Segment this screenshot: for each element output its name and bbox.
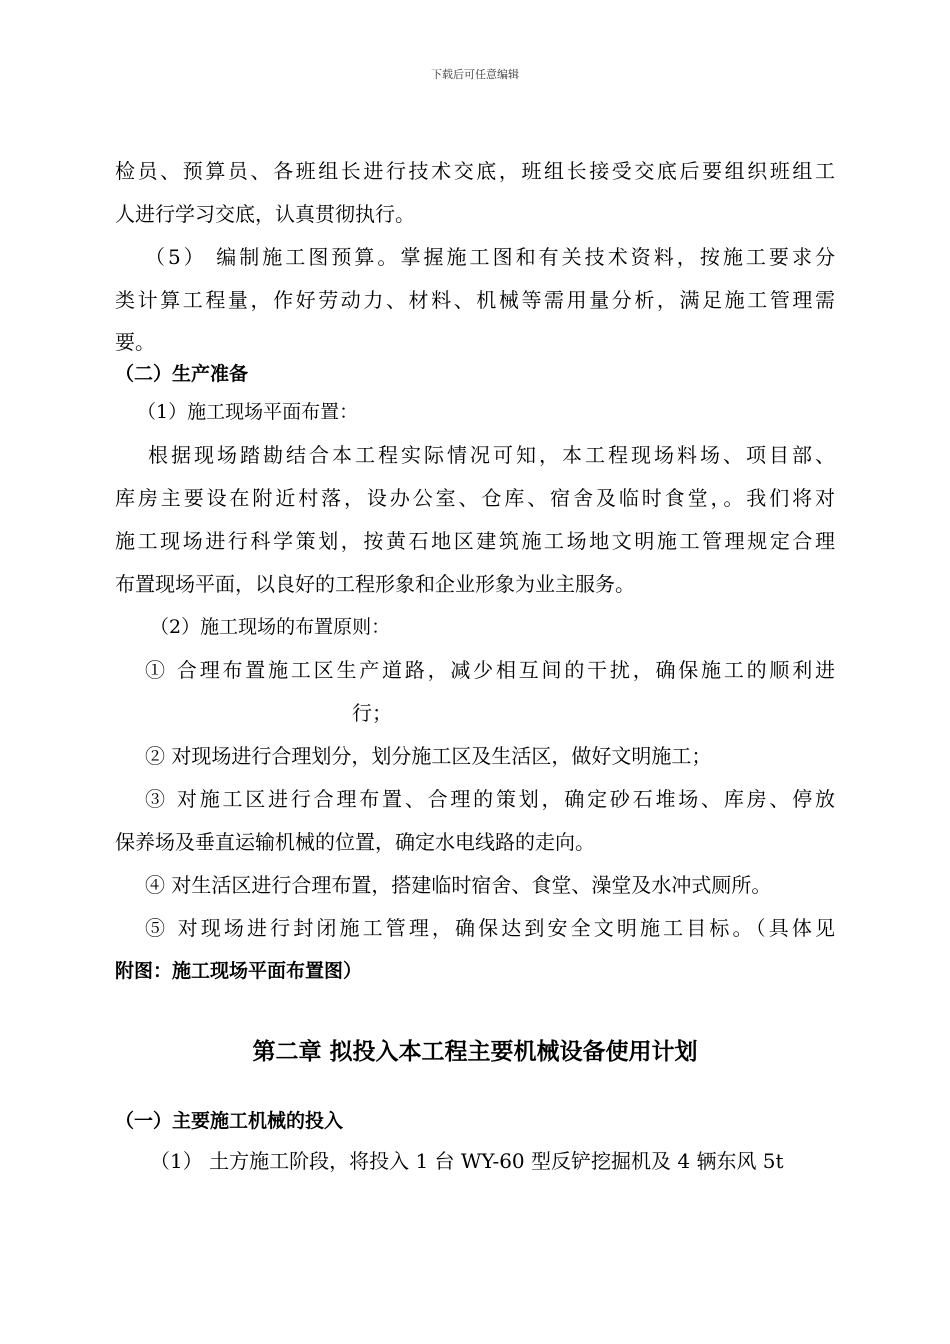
list-item: ⑤ 对现场进行封闭施工管理，确保达到安全文明施工目标。（具体见 [145, 916, 835, 940]
body-line: 类计算工程量，作好劳动力、材料、机械等需用量分析，满足施工管理需 [115, 288, 835, 312]
body-line: 库房主要设在附近村落，设办公室、仓库、宿舍及临时食堂，。我们将对 [115, 486, 835, 510]
body-line: 根据现场踏勘结合本工程实际情况可知，本工程现场料场、项目部、 [148, 443, 835, 467]
body-line: 布置现场平面，以良好的工程形象和企业形象为业主服务。 [115, 572, 635, 596]
section-heading: （二）生产准备 [115, 363, 249, 385]
list-item-continuation: 保养场及垂直运输机械的位置，确定水电线路的走向。 [115, 830, 595, 854]
body-line: 人进行学习交底，认真贯彻执行。 [115, 202, 415, 226]
subsection-heading: （1）施工现场平面布置： [137, 401, 359, 423]
body-line: （5） 编制施工图预算。掌握施工图和有关技术资料，按施工要求分 [145, 245, 835, 269]
section-heading: （一）主要施工机械的投入 [115, 1110, 344, 1132]
list-item-continuation: 附图：施工现场平面布置图） [115, 960, 363, 982]
body-line: 施工现场进行科学策划，按黄石地区建筑施工场地文明施工管理规定合理 [115, 529, 835, 553]
body-line: 要。 [115, 330, 155, 354]
list-item-continuation: 行； [352, 701, 392, 725]
body-line: （1） 土方施工阶段，将投入 1 台 WY-60 型反铲挖掘机及 4 辆东风 5t [150, 1149, 784, 1173]
chapter-title: 第二章 拟投入本工程主要机械设备使用计划 [252, 1039, 698, 1065]
body-line: 检员、预算员、各班组长进行技术交底，班组长接受交底后要组织班组工 [115, 159, 835, 183]
list-item: ① 合理布置施工区生产道路，减少相互间的干扰，确保施工的顺利进 [145, 658, 835, 682]
list-item: ③ 对施工区进行合理布置、合理的策划，确定砂石堆场、库房、停放 [145, 787, 835, 811]
list-item: ④ 对生活区进行合理布置，搭建临时宿舍、食堂、澡堂及水冲式厕所。 [145, 873, 772, 897]
header-note: 下载后可任意编辑 [431, 68, 519, 81]
list-item: ② 对现场进行合理划分，划分施工区及生活区，做好文明施工； [145, 744, 712, 768]
subsection-heading: （2）施工现场的布置原则： [150, 616, 391, 638]
